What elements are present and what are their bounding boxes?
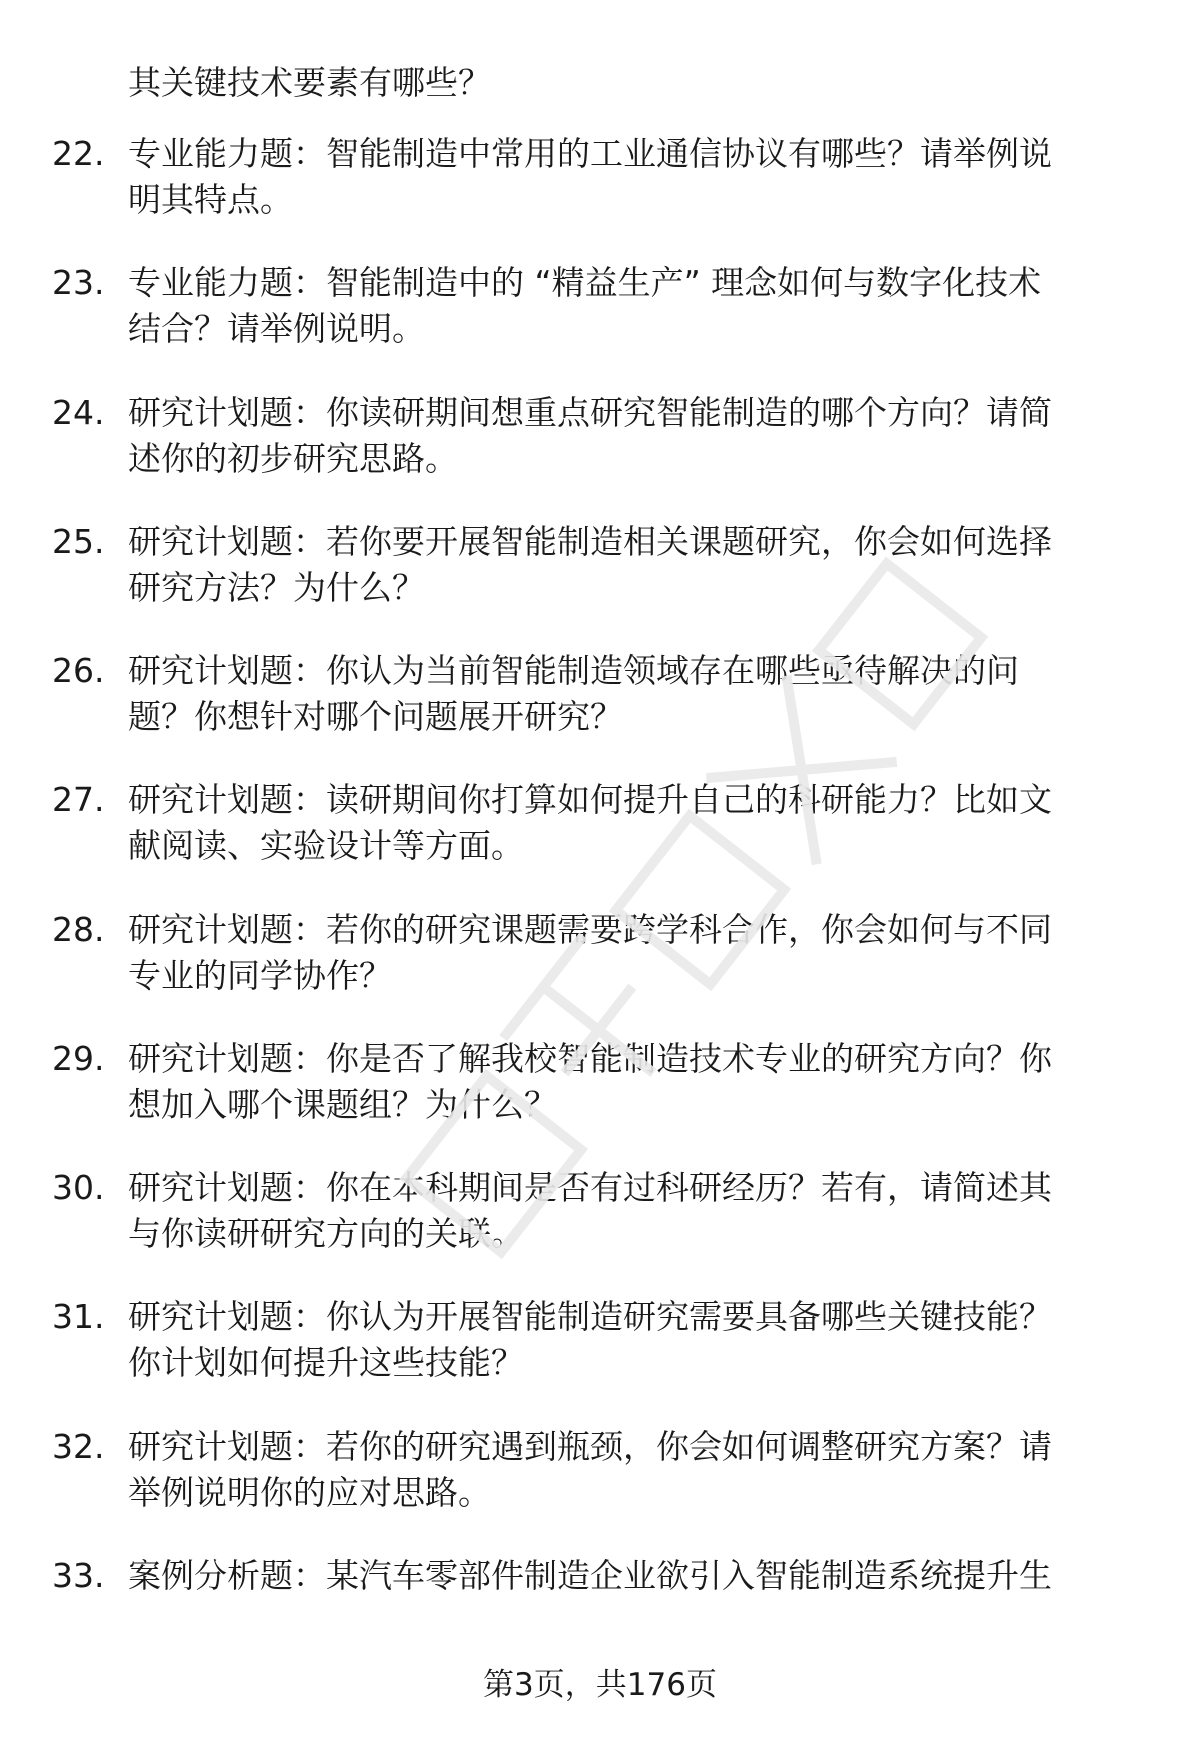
question-text-line: 研究计划题：读研期间你打算如何提升自己的科研能力？比如文: [128, 780, 1052, 819]
question-text-line: 研究计划题：你是否了解我校智能制造技术专业的研究方向？你: [128, 1039, 1052, 1078]
question-number: 25.: [52, 522, 105, 561]
question-number: 22.: [52, 134, 105, 173]
question-number: 31.: [52, 1297, 105, 1336]
question-text-line: 专业能力题：智能制造中常用的工业通信协议有哪些？请举例说: [128, 134, 1052, 173]
question-text-line: 研究计划题：若你要开展智能制造相关课题研究，你会如何选择: [128, 522, 1052, 561]
question-text-line: 案例分析题：某汽车零部件制造企业欲引入智能制造系统提升生: [128, 1556, 1052, 1595]
question-text-line: 举例说明你的应对思路。: [128, 1473, 491, 1512]
question-number: 28.: [52, 910, 105, 949]
question-number: 23.: [52, 263, 105, 302]
question-number: 29.: [52, 1039, 105, 1078]
question-text-line: 专业能力题：智能制造中的 “精益生产” 理念如何与数字化技术: [128, 263, 1042, 302]
question-number: 33.: [52, 1556, 105, 1595]
question-number: 26.: [52, 651, 105, 690]
question-text-line: 想加入哪个课题组？为什么？: [128, 1085, 557, 1124]
page-footer: 第3页，共176页: [483, 1667, 717, 1703]
question-text-line: 结合？请举例说明。: [128, 309, 425, 348]
question-text-line: 研究计划题：若你的研究遇到瓶颈，你会如何调整研究方案？请: [128, 1427, 1052, 1466]
question-text-line: 献阅读、实验设计等方面。: [128, 826, 524, 865]
question-text-line: 专业的同学协作？: [128, 956, 392, 995]
question-number: 24.: [52, 393, 105, 432]
question-number: 30.: [52, 1168, 105, 1207]
question-text-line: 研究计划题：你读研期间想重点研究智能制造的哪个方向？请简: [128, 393, 1052, 432]
question-text-line: 题？你想针对哪个问题展开研究？: [128, 697, 623, 736]
question-text-line: 研究计划题：若你的研究课题需要跨学科合作，你会如何与不同: [128, 910, 1052, 949]
question-number: 27.: [52, 780, 105, 819]
question-number: 32.: [52, 1427, 105, 1466]
question-text-line: 研究计划题：你认为当前智能制造领域存在哪些亟待解决的问: [128, 651, 1019, 690]
question-continuation: 其关键技术要素有哪些？: [128, 63, 491, 102]
question-text-line: 研究方法？为什么？: [128, 568, 425, 607]
question-text-line: 你计划如何提升这些技能？: [128, 1343, 524, 1382]
question-text-line: 研究计划题：你认为开展智能制造研究需要具备哪些关键技能？: [128, 1297, 1052, 1336]
question-text-line: 明其特点。: [128, 180, 293, 219]
question-text-line: 研究计划题：你在本科期间是否有过科研经历？若有，请简述其: [128, 1168, 1052, 1207]
question-text-line: 与你读研研究方向的关联。: [128, 1214, 524, 1253]
question-text-line: 述你的初步研究思路。: [128, 439, 458, 478]
